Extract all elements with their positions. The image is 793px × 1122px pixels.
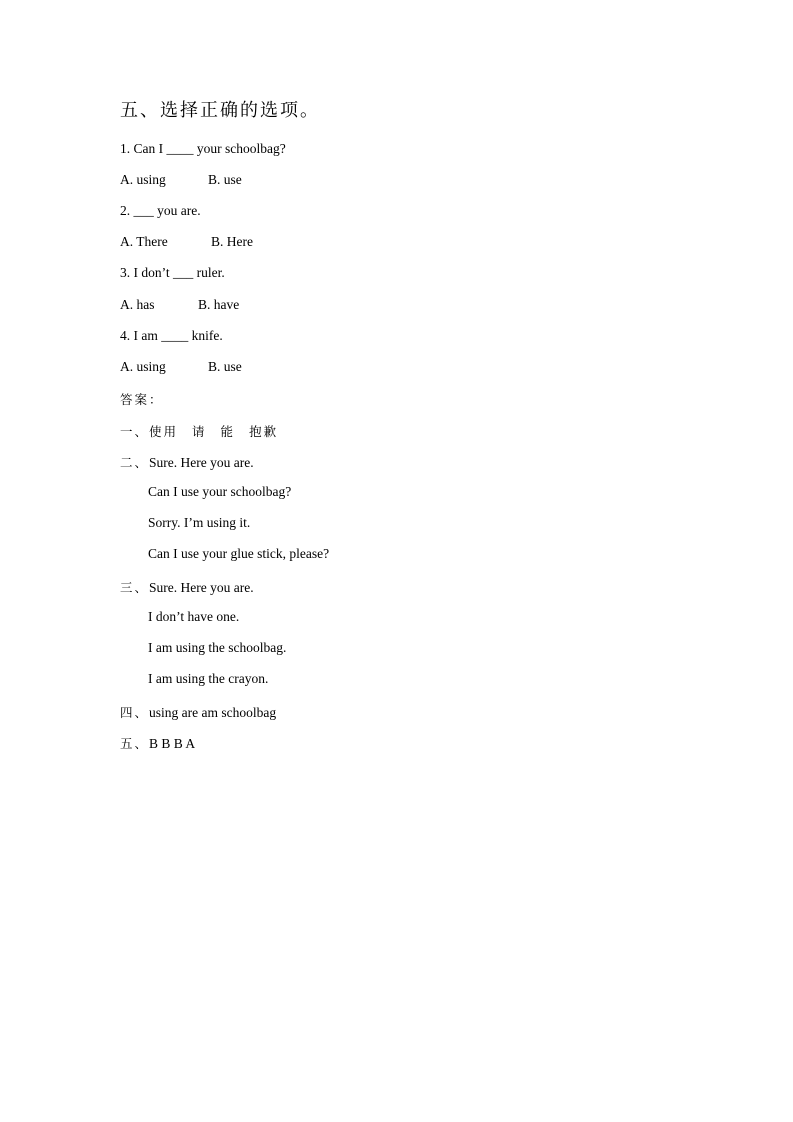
answer-part-5 — [120, 734, 195, 752]
answer-part-3-line-1 — [120, 578, 254, 596]
question-4-option-a: A. using — [120, 359, 166, 374]
answer-part-1 — [120, 422, 278, 440]
answer-part-2-text-1: Sure. Here you are. — [149, 455, 254, 470]
answer-part-1-prefix: 一、 — [120, 424, 150, 439]
answer-part-3-line-2: I don’t have one. — [148, 609, 240, 624]
question-3-option-b: B. have — [198, 297, 240, 312]
answer-part-2-line-3: Sorry. I’m using it. — [148, 515, 251, 530]
question-2-prompt: 2. ___ you are. — [120, 203, 201, 218]
question-1-option-a: A. using — [120, 172, 166, 187]
answer-part-2-line-1 — [120, 453, 254, 471]
question-3-options — [120, 297, 239, 313]
section-title: 五、选择正确的选项。 — [120, 100, 320, 121]
question-1-options — [120, 172, 242, 188]
answers-label: 答案： — [120, 392, 164, 407]
question-1-option-b: B. use — [208, 172, 242, 187]
answer-part-1-word-4: 抱歉 — [249, 424, 279, 439]
answer-part-2-line-4: Can I use your glue stick, please? — [148, 546, 330, 561]
question-2-option-a: A. There — [120, 234, 168, 249]
question-1-prompt: 1. Can I ____ your schoolbag? — [120, 141, 286, 156]
question-4-prompt: 4. I am ____ knife. — [120, 328, 223, 343]
answer-part-2-line-2: Can I use your schoolbag? — [148, 484, 292, 499]
question-3-option-a: A. has — [120, 297, 155, 312]
answer-part-1-word-1: 使用 — [149, 424, 179, 439]
question-4-options — [120, 359, 242, 375]
answer-part-3-line-4: I am using the crayon. — [148, 671, 269, 686]
question-3-prompt: 3. I don’t ___ ruler. — [120, 265, 225, 280]
answer-part-1-word-2: 请 — [192, 424, 207, 439]
answer-part-2-prefix: 二、 — [120, 455, 150, 470]
answer-part-3-prefix: 三、 — [120, 580, 150, 595]
answer-part-4-prefix: 四、 — [120, 705, 150, 720]
answer-part-5-prefix: 五、 — [120, 736, 150, 751]
answer-part-1-word-3: 能 — [220, 424, 236, 439]
answer-part-3-line-3: I am using the schoolbag. — [148, 640, 287, 655]
answer-part-3-text-1: Sure. Here you are. — [149, 580, 254, 595]
question-2-options — [120, 234, 253, 250]
answer-part-4 — [120, 703, 276, 721]
question-4-option-b: B. use — [208, 359, 242, 374]
question-2-option-b: B. Here — [211, 234, 253, 249]
answer-part-5-text: B B B A — [149, 736, 196, 751]
answer-part-4-text: using are am schoolbag — [149, 705, 277, 720]
